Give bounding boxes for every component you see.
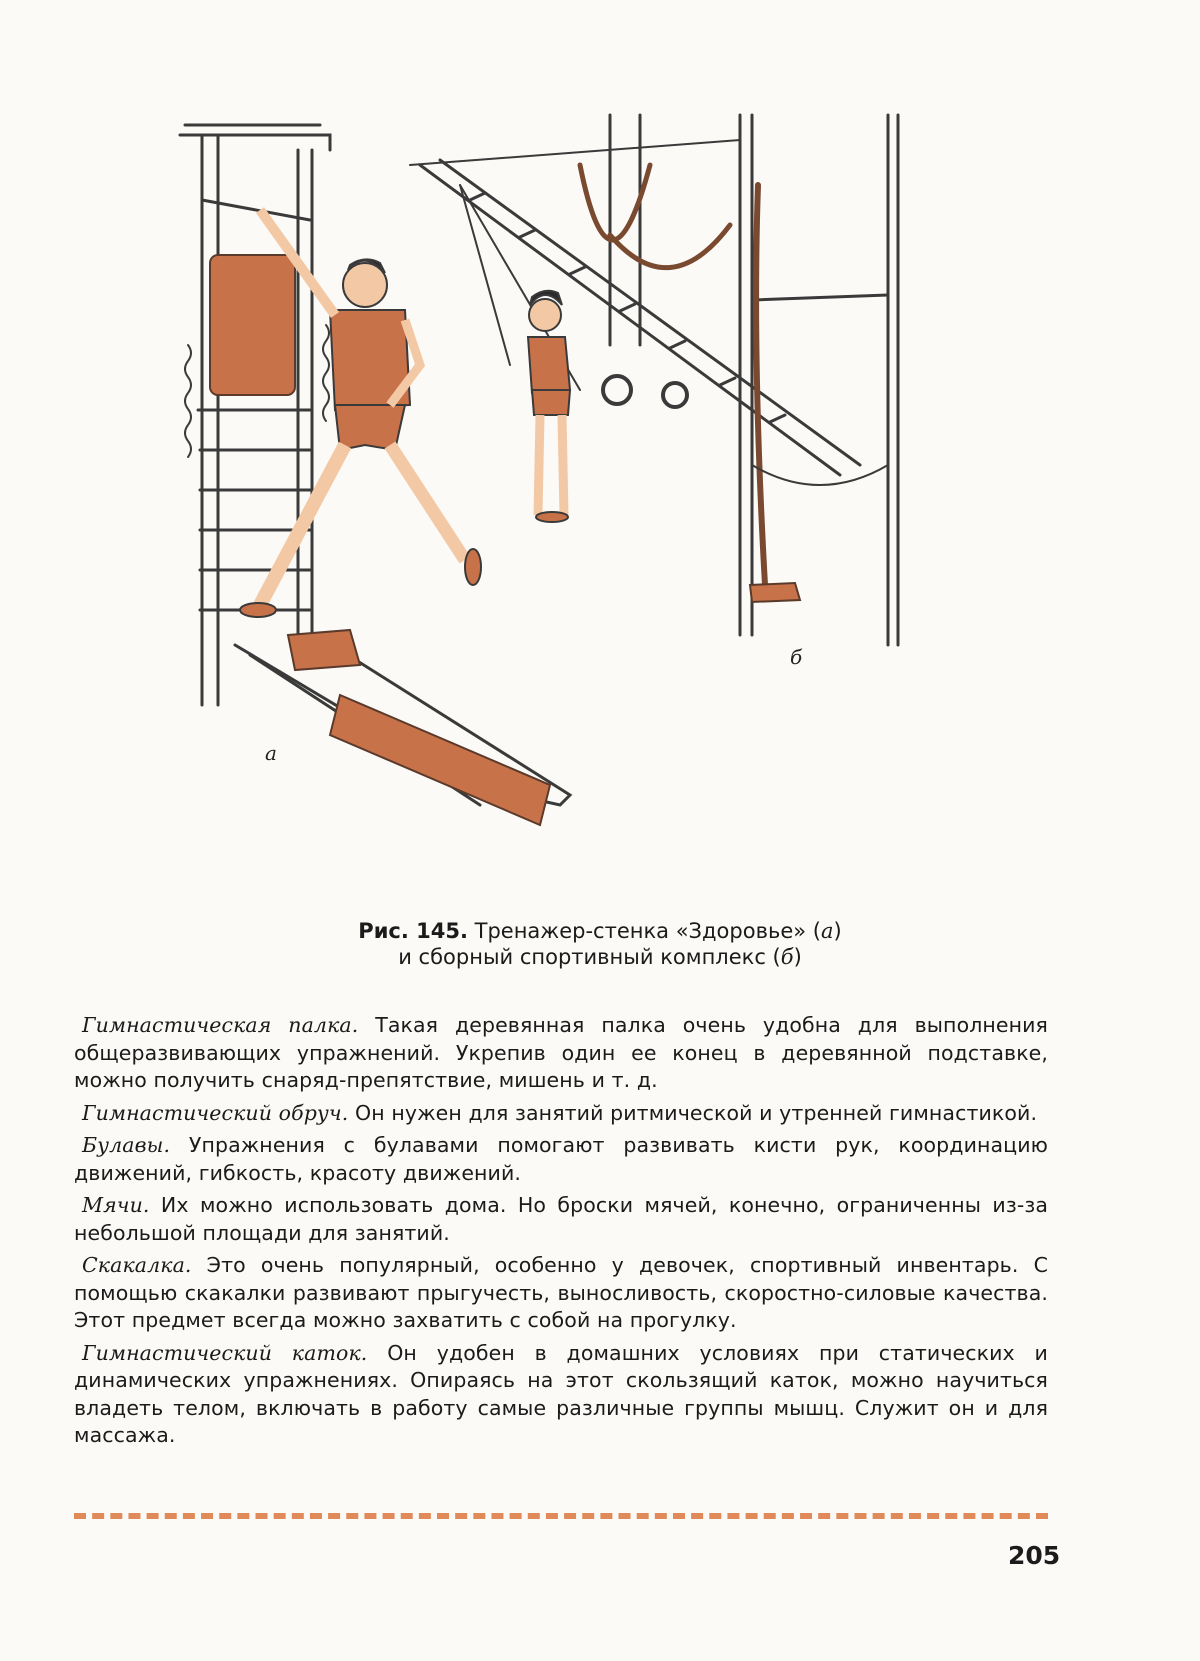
figure-caption [200,918,1000,970]
paragraph-gymnastic-stick: Гимнастическая палка. Такая деревянная палка очень удобна для выполнения общеразвивающих упражнений. Укрепив один ее конец в деревянной подставке, можно получить снаряд-препятствие, мишень и т. д. [74,1013,1048,1092]
caption-line-1: Рис. 145. Тренажер-стенка «Здоровье» (а) [358,919,842,943]
figure-label-a: а [265,741,277,765]
paragraph-gymnastic-hoop: Гимнастический обруч. Он нужен для занятий ритмической и утренней гимнастикой. [82,1100,1038,1125]
dashed-divider [74,1513,1048,1519]
term: Гимнастический каток. [82,1340,368,1365]
term: Гимнастический обруч. [82,1100,349,1125]
figure-145 [140,105,970,895]
term: Скакалка. [82,1253,192,1277]
term: Гимнастическая палка. [82,1013,359,1037]
figure-number: Рис. 145. [358,919,468,943]
term: Мячи. [82,1193,150,1217]
paragraph-balls: Мячи. Их можно использовать дома. Но броски мячей, конечно, ограниченны из-за небольшой площади для занятий. [74,1193,1048,1245]
paragraph-gymnastic-roller: Гимнастический каток. Он удобен в домашних условиях при статических и динамических упражнениях. Опираясь на этот скользящий каток, можно научиться владеть телом, включать в работу самые различные группы мышц. Служит он и для массажа. [74,1340,1048,1447]
page-number: 205 [1008,1541,1061,1570]
caption-line-2: и сборный спортивный комплекс (б) [398,945,802,969]
paragraph-jump-rope: Скакалка. Это очень популярный, особенно у девочек, спортивный инвентарь. С помощью скакалки развивают прыгучесть, выносливость, скоростно-силовые качества. Этот предмет всегда можно захватить с собой на прогулку. [74,1253,1048,1332]
body-text [74,1012,1048,1455]
exercise-equipment-illustration [140,105,970,895]
figure-label-b: б [790,645,803,669]
term: Булавы. [82,1133,171,1157]
paragraph-clubs: Булавы. Упражнения с булавами помогают развивать кисти рук, координацию движений, гибкость, красоту движений. [74,1133,1048,1185]
